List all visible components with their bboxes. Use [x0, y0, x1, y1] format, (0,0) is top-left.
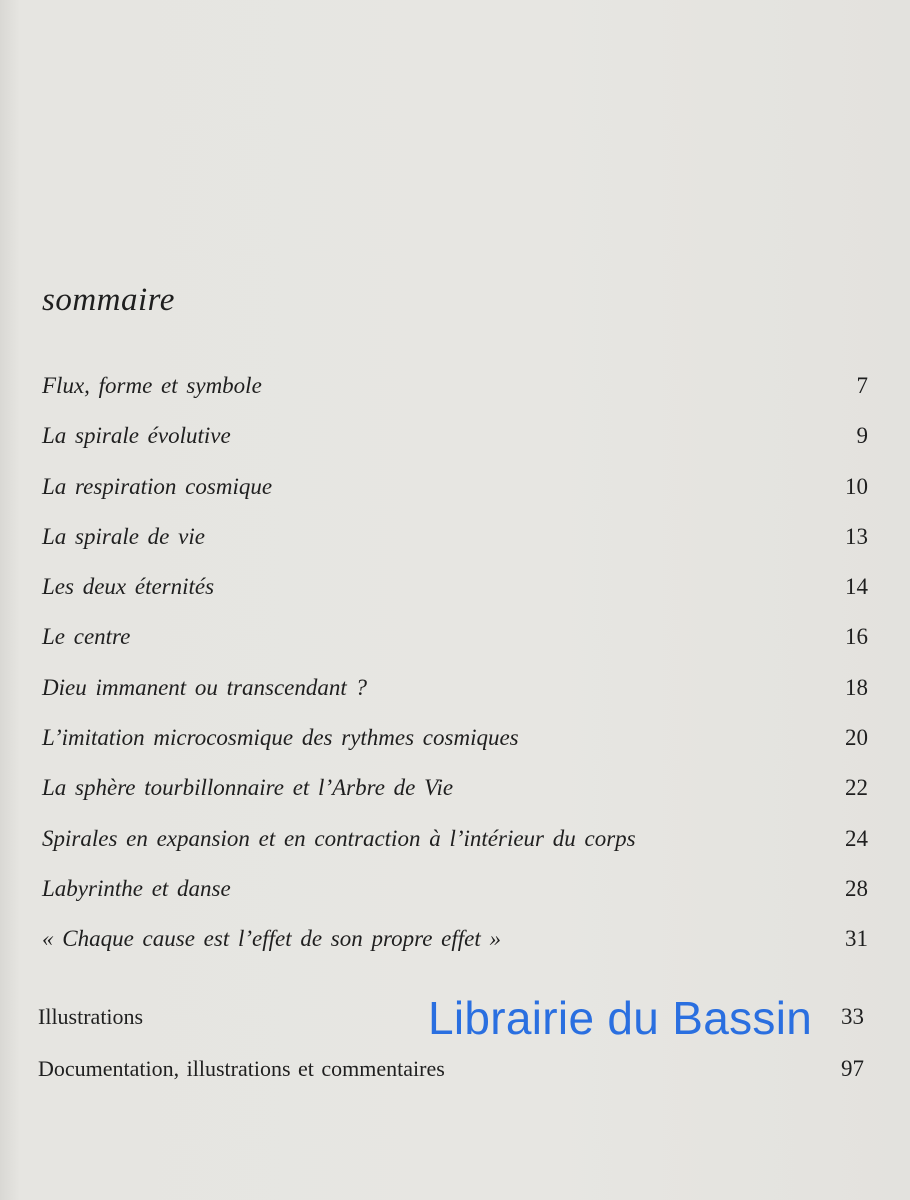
toc-entry [42, 418, 868, 468]
toc-entry-title: L’imitation microcosmique des rythmes cosmiques [42, 725, 519, 751]
toc-entry [42, 619, 868, 669]
appendix-entry-page: 33 [841, 1004, 864, 1029]
appendix-entry-title: Documentation, illustrations et commentaires [38, 1056, 445, 1081]
toc-entry-title: Spirales en expansion et en contraction à l’intérieur du corps [42, 825, 636, 851]
table-of-contents [42, 368, 868, 972]
toc-entry [42, 871, 868, 921]
toc-entry-page: 13 [845, 523, 868, 549]
toc-entry-title: Flux, forme et symbole [42, 373, 262, 398]
toc-entry [42, 519, 868, 569]
toc-entry-page: 16 [845, 624, 868, 650]
toc-entry-page: 22 [845, 775, 868, 801]
toc-entry-title: La respiration cosmique [42, 473, 273, 499]
toc-entry-title: « Chaque cause est l’effet de son propre effet » [42, 926, 502, 952]
toc-entry-page: 14 [845, 574, 868, 600]
toc-entry-page: 31 [845, 926, 868, 952]
toc-entry-page: 10 [845, 473, 868, 499]
toc-entry-title: Le centre [42, 624, 131, 650]
toc-entry [42, 821, 868, 871]
toc-entry-page: 24 [845, 825, 868, 851]
watermark-text: Librairie du Bassin [428, 992, 813, 1044]
toc-entry [42, 720, 868, 770]
toc-entry-page: 28 [845, 875, 868, 901]
appendix-entry-title: Illustrations [38, 1004, 144, 1029]
appendix-entry-page: 97 [841, 1056, 864, 1081]
toc-entry [42, 368, 868, 418]
toc-entry-title: Les deux éternités [42, 574, 215, 600]
appendix-entry [38, 1051, 864, 1103]
toc-entry [42, 469, 868, 519]
toc-entry-title: La sphère tourbillonnaire et l’Arbre de Vie [42, 775, 454, 801]
toc-entry-title: Dieu immanent ou transcendant ? [42, 674, 368, 700]
toc-entry-title: La spirale évolutive [42, 423, 231, 449]
toc-entry-page: 18 [845, 674, 868, 700]
toc-entry-title: La spirale de vie [42, 523, 205, 549]
toc-entry-page: 20 [845, 725, 868, 751]
toc-entry [42, 569, 868, 619]
page-title: sommaire [42, 282, 175, 318]
toc-entry [42, 770, 868, 820]
toc-entry-title: Labyrinthe et danse [42, 875, 231, 901]
toc-entry-page: 7 [856, 373, 868, 398]
toc-entry [42, 670, 868, 720]
toc-entry-page: 9 [856, 423, 868, 449]
toc-entry [42, 921, 868, 971]
